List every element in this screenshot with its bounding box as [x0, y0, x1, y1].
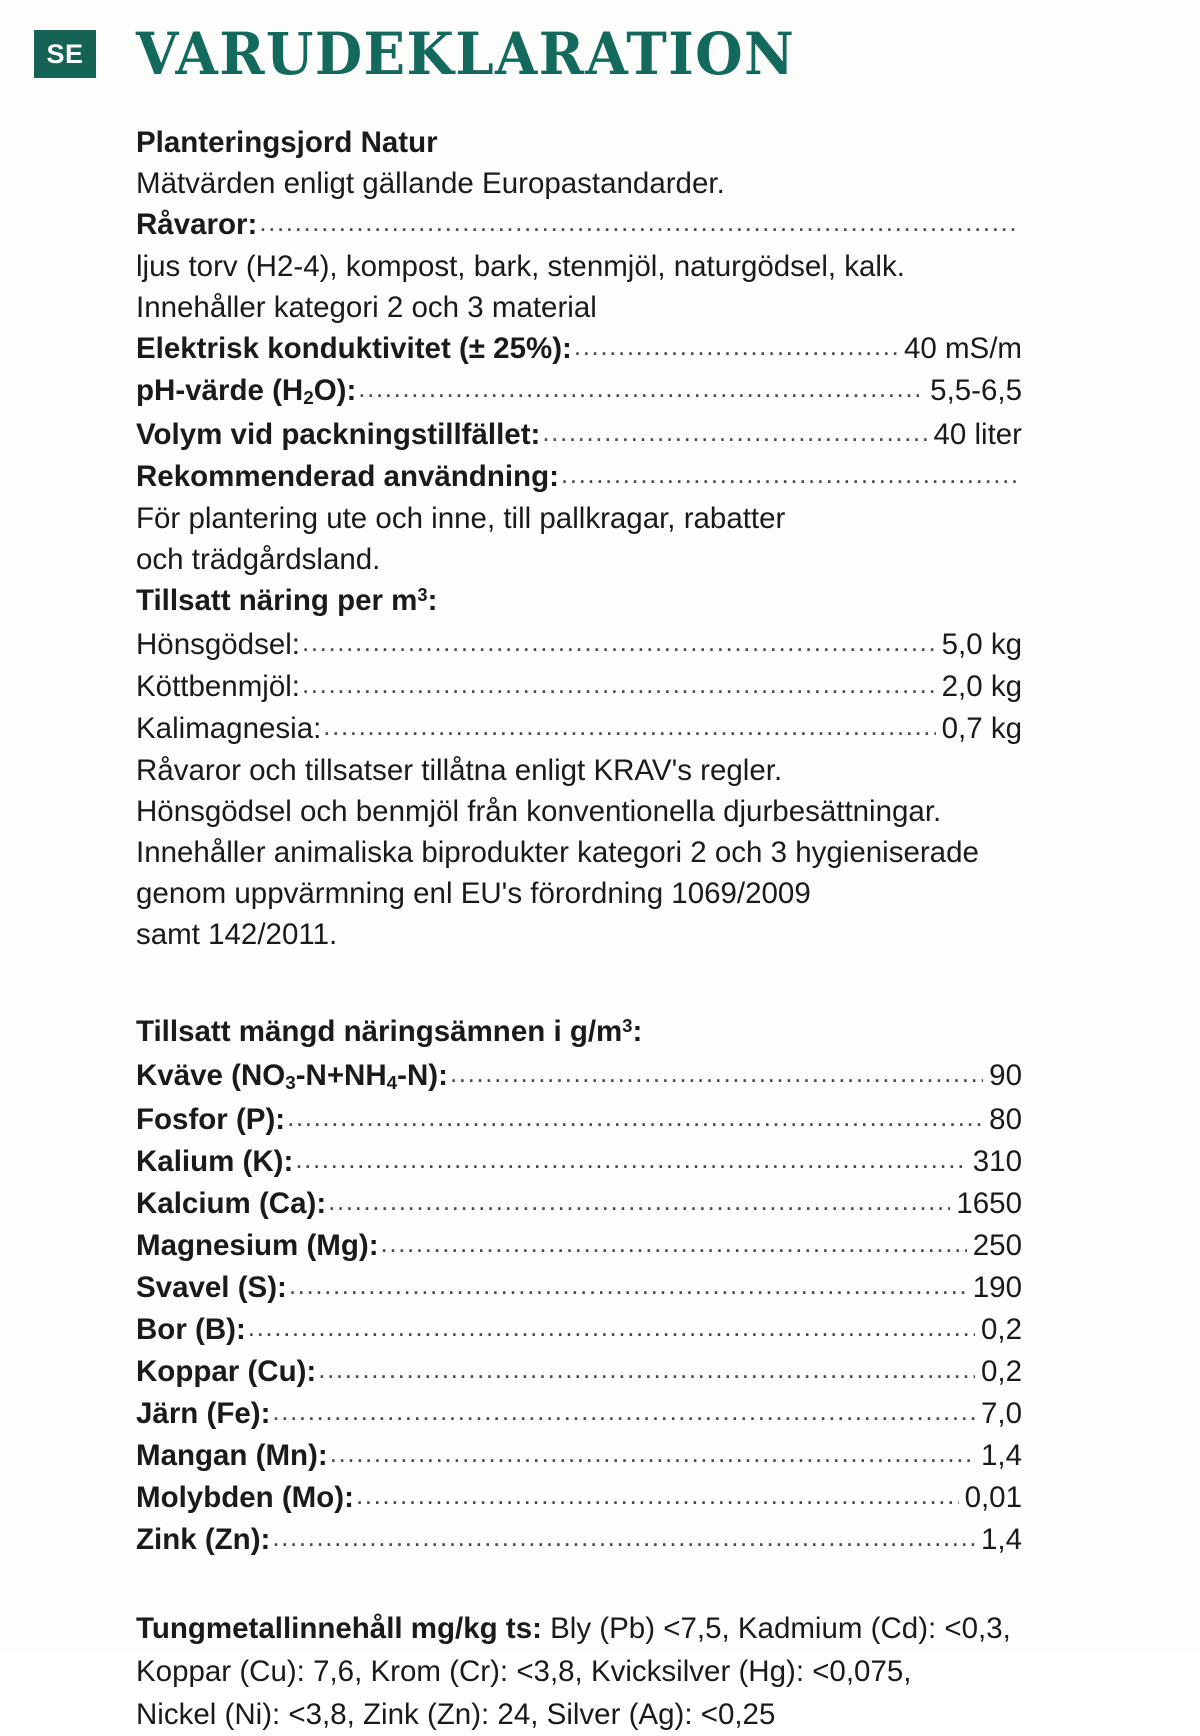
usage-line-1: För plantering ute och inne, till pallkragar, rabatter [136, 502, 786, 535]
nutrient-row-magnesium [136, 1225, 1022, 1267]
raw-materials-label-row [136, 204, 1022, 246]
nutrient-label: Bor (B): [136, 1313, 246, 1346]
locale-badge: SE [34, 30, 96, 78]
nutrient-row-molybden [136, 1477, 1022, 1519]
added-nutrition-label: Hönsgödsel: [136, 628, 300, 661]
nutrient-value: 1,4 [980, 1523, 1022, 1556]
note-line: Råvaror och tillsatser tillåtna enligt KRAV's regler. [136, 754, 783, 787]
measurement-value: 5,5-6,5 [930, 374, 1022, 407]
dot-leader [302, 664, 936, 705]
dot-leader [272, 1391, 975, 1432]
dot-leader [289, 1265, 967, 1306]
dot-leader [330, 1433, 975, 1474]
dot-leader [287, 1097, 983, 1138]
nutrient-value: 1,4 [980, 1439, 1022, 1472]
added-nutrition-row-kottbenmjol [136, 666, 1022, 708]
heavy-metals-line-1-values: Bly (Pb) <7,5, Kadmium (Cd): <0,3, [541, 1612, 1011, 1645]
nutrient-label: Järn (Fe): [136, 1397, 271, 1430]
added-nutrition-heading: Tillsatt näring per $m^3$: [136, 584, 438, 617]
nutrient-row-kalium [136, 1141, 1022, 1183]
section-spacer [136, 955, 1168, 1011]
header [0, 0, 1200, 86]
nutrient-value: 0,01 [964, 1481, 1022, 1514]
heavy-metals-line-2: Koppar (Cu): 7,6, Krom (Cr): <3,8, Kvicksilver (Hg): <0,075, [136, 1655, 912, 1688]
measurement-row-conductivity [136, 328, 1022, 370]
measurement-label: pH-värde $(H_2O)$: [136, 374, 357, 409]
nutrient-label: Magnesium (Mg): [136, 1229, 379, 1262]
dot-leader [381, 1223, 967, 1264]
nutrient-value: 190 [972, 1271, 1022, 1304]
dot-leader [272, 1517, 975, 1558]
usage-label-row [136, 456, 1022, 498]
nutrient-row-zink [136, 1519, 1022, 1561]
note-line: samt 142/2011. [136, 918, 338, 951]
nutrient-label: Koppar (Cu): [136, 1355, 317, 1388]
section-spacer [136, 1561, 1168, 1607]
measurement-label: Volym vid packningstillfället: [136, 418, 541, 451]
usage-label: Rekommenderad användning: [136, 460, 559, 493]
nutrient-label: Zink (Zn): [136, 1523, 271, 1556]
note-line: genom uppvärmning enl EU's förordning 1069/2009 [136, 877, 811, 910]
added-nutrition-value: 5,0 kg [941, 628, 1022, 661]
dot-leader [542, 412, 927, 453]
dot-leader [358, 368, 924, 409]
nutrient-value: 0,2 [980, 1313, 1022, 1346]
dot-leader [259, 202, 1020, 243]
nutrient-row-kvave [136, 1055, 1022, 1099]
nutrient-row-bor [136, 1309, 1022, 1351]
note-line: Innehåller animaliska biprodukter kategori 2 och 3 hygieniserade [136, 836, 979, 869]
nutrient-label: Kalcium (Ca): [136, 1187, 327, 1220]
measurement-row-volume [136, 414, 1022, 456]
nutrient-value: 80 [989, 1103, 1022, 1136]
added-nutrition-row-honsgodsel [136, 624, 1022, 666]
nutrient-row-kalcium [136, 1183, 1022, 1225]
measurement-label: Elektrisk konduktivitet (± 25%): [136, 332, 572, 365]
raw-materials-label: Råvaror: [136, 208, 258, 241]
measurement-value: 40 mS/m [903, 332, 1022, 365]
raw-materials-line-1: ljus torv (H2-4), kompost, bark, stenmjöl, naturgödsel, kalk. [136, 250, 905, 283]
nutrient-value: 7,0 [980, 1397, 1022, 1430]
nutrient-label: Svavel (S): [136, 1271, 287, 1304]
added-nutrition-value: 2,0 kg [941, 670, 1022, 703]
page-title: VARUDEKLARATION [136, 20, 796, 88]
dot-leader [561, 454, 1020, 495]
nutrient-value: 310 [972, 1145, 1022, 1178]
dot-leader [302, 622, 936, 663]
product-name: Planteringsjord Natur [136, 126, 438, 159]
nutrient-row-koppar [136, 1351, 1022, 1393]
nutrient-value: 250 [972, 1229, 1022, 1262]
nutrient-value: 90 [989, 1059, 1022, 1092]
dot-leader [248, 1307, 975, 1348]
dot-leader [356, 1475, 959, 1516]
nutrient-value: 1650 [956, 1187, 1022, 1220]
nutrient-label: Kalium (K): [136, 1145, 294, 1178]
nutrient-label: Kväve $(NO_3-N+NH_4-N)$: [136, 1059, 448, 1094]
measurement-row-ph [136, 370, 1022, 414]
measurement-value: 40 liter [933, 418, 1022, 451]
added-nutrition-value: 0,7 kg [941, 712, 1022, 745]
dot-leader [574, 326, 898, 367]
added-nutrition-label: Köttbenmjöl: [136, 670, 300, 703]
dot-leader [450, 1053, 983, 1094]
nutrient-amounts-heading: Tillsatt mängd näringsämnen i $g/m^3$: [136, 1015, 643, 1048]
nutrient-label: Fosfor (P): [136, 1103, 286, 1136]
nutrient-value: 0,2 [980, 1355, 1022, 1388]
dot-leader [295, 1139, 966, 1180]
nutrient-row-svavel [136, 1267, 1022, 1309]
standards-note: Mätvärden enligt gällande Europastandarder. [136, 167, 725, 200]
heavy-metals-line-3: Nickel (Ni): <3,8, Zink (Zn): 24, Silver (Ag): <0,25 [136, 1698, 776, 1731]
nutrient-label: Mangan (Mn): [136, 1439, 328, 1472]
dot-leader [318, 1349, 975, 1390]
raw-materials-line-2: Innehåller kategori 2 och 3 material [136, 291, 597, 324]
heavy-metals-line-1 [136, 1607, 1168, 1650]
heavy-metals-block [136, 1607, 1168, 1736]
nutrient-row-mangan [136, 1435, 1022, 1477]
added-nutrition-label: Kalimagnesia: [136, 712, 322, 745]
heavy-metals-heading: Tungmetallinnehåll mg/kg ts: [136, 1612, 542, 1645]
nutrient-label: Molybden (Mo): [136, 1481, 354, 1514]
usage-line-2: och trädgårdsland. [136, 543, 381, 576]
dot-leader [323, 706, 935, 747]
nutrient-row-jarn [136, 1393, 1022, 1435]
dot-leader [328, 1181, 950, 1222]
nutrient-row-fosfor [136, 1099, 1022, 1141]
added-nutrition-row-kalimagnesia [136, 708, 1022, 750]
note-line: Hönsgödsel och benmjöl från konventionella djurbesättningar. [136, 795, 942, 828]
declaration-body [0, 86, 1200, 1736]
